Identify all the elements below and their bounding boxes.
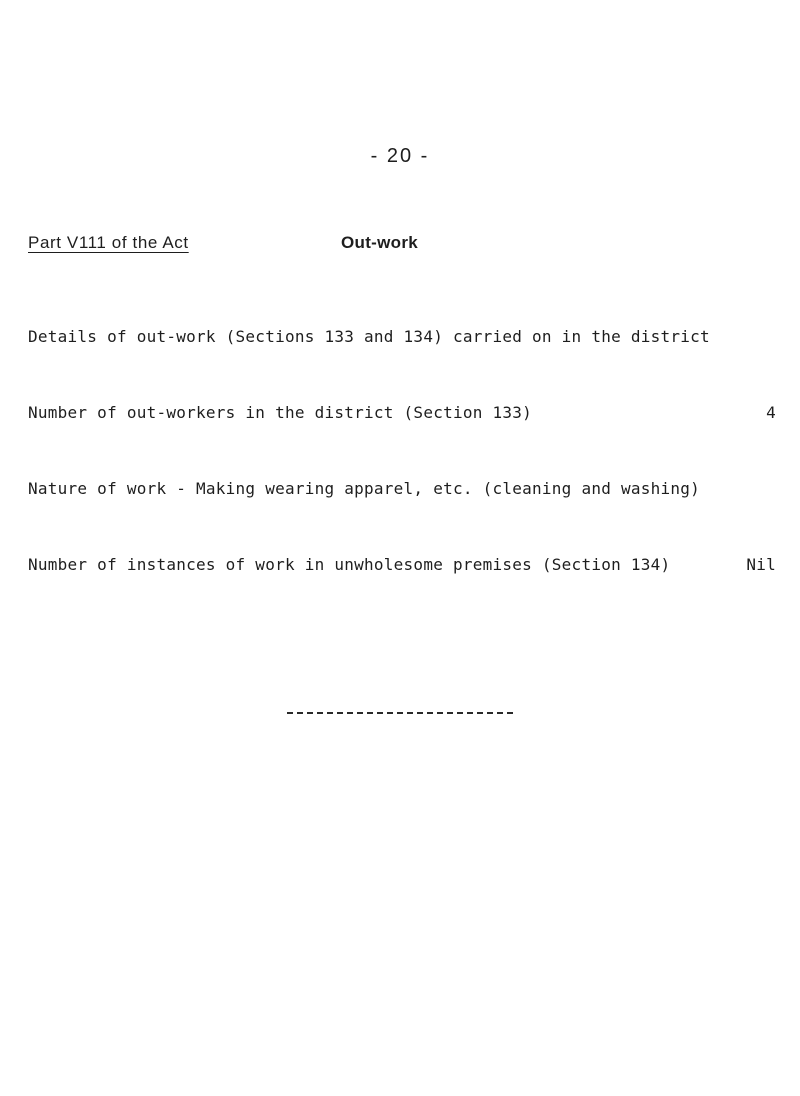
- section-title: Out-work: [341, 233, 419, 252]
- page-number: - 20 -: [370, 145, 430, 167]
- unwholesome-premises-line: [28, 555, 776, 574]
- details-line: [28, 327, 776, 346]
- part-label: Part V111 of the Act: [28, 233, 189, 252]
- unwholesome-premises-text: Number of instances of work in unwholesome premises (Section 134): [28, 555, 671, 574]
- nature-of-work-line: [28, 479, 776, 498]
- end-rule-divider: [287, 712, 513, 714]
- details-text: Details of out-work (Sections 133 and 134) carried on in the district: [28, 327, 710, 346]
- outworkers-count-value: 4: [766, 403, 776, 422]
- unwholesome-premises-value: Nil: [746, 555, 776, 574]
- heading-row: [28, 233, 768, 259]
- nature-of-work-text: Nature of work - Making wearing apparel, etc. (cleaning and washing): [28, 479, 701, 498]
- outworkers-count-text: Number of out-workers in the district (Section 133): [28, 403, 533, 422]
- outworkers-count-line: [28, 403, 776, 422]
